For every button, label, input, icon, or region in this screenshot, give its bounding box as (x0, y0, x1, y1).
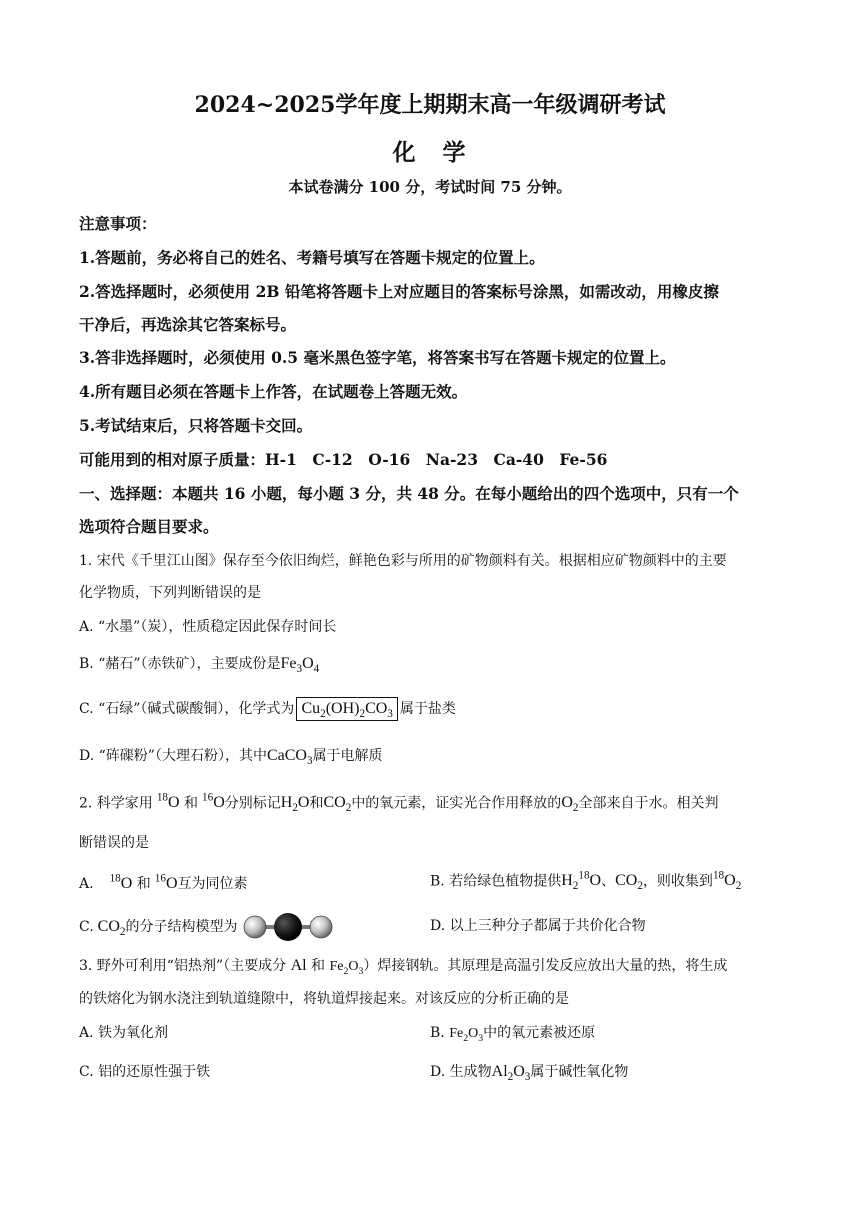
formula-fe3o4: $Fe_3O_4$ (280, 655, 320, 676)
q1-option-a: A. “水墨”（炭），性质稳定因此保存时间长 (79, 619, 337, 635)
q1-option-c: C. “石绿”（碱式碳酸铜），化学式为 $Cu_2(OH)_2CO_3$ 属于盐类 (79, 697, 456, 721)
note-3: 3.答非选择题时，必须使用 0.5 毫米黑色签字笔，将答案书写在答题卡规定的位置上。 (79, 348, 676, 367)
section1-line2: 选项符合题目要求。 (79, 517, 219, 536)
q2-option-b: B. 若给绿色植物提供$H_2^{18}O$、$CO_2$，则收集到$^{18}O_2$ (430, 870, 742, 893)
q3-option-d: D. 生成物$Al_2O_3$属于碱性氧化物 (430, 1063, 629, 1084)
q1-option-d: D. “砗磲粉”（大理石粉），其中CaCO$_3$属于电解质 (79, 747, 383, 768)
note-1: 1.答题前，务必将自己的姓名、考籍号填写在答题卡规定的位置上。 (79, 248, 545, 267)
q3-option-a: A. 铁为氧化剂 (79, 1025, 169, 1041)
co2-ball-model-icon (242, 912, 334, 942)
q1-stem-2: 化学物质，下列判断错误的是 (79, 585, 261, 601)
q3-stem-2: 的铁熔化为钢水浇注到轨道缝隙中，将轨道焊接起来。对该反应的分析正确的是 (79, 991, 569, 1007)
exam-info: 本试卷满分 100 分，考试时间 75 分钟。 (288, 178, 572, 196)
exam-title: 2024~2025学年度上期期末高一年级调研考试 (194, 92, 666, 118)
q1-stem-1: 1. 宋代《千里江山图》保存至今依旧绚烂，鲜艳色彩与所用的矿物颜料有关。根据相应矿物颜料中的主要 (79, 553, 727, 569)
atomic-masses: 可能用到的相对原子质量：H-1 C-12 O-16 Na-23 Ca-40 Fe-56 (79, 450, 608, 469)
note-2a: 2.答选择题时，必须使用 2B 铅笔将答题卡上对应题目的答案标号涂黑，如需改动，用橡皮擦 (79, 282, 719, 301)
section1-line1: 一、选择题：本题共 16 小题，每小题 3 分，共 48 分。在每小题给出的四个选项中，只有一个 (79, 484, 739, 503)
q2-option-c: C. $CO_2$的分子结构模型为 (79, 912, 334, 942)
q2-option-d: D. 以上三种分子都属于共价化合物 (430, 918, 646, 934)
q3-option-b: B. $Fe_2O_3$中的氧元素被还原 (430, 1025, 596, 1044)
q2-stem-2: 断错误的是 (79, 835, 149, 851)
q3-option-c: C. 铝的还原性强于铁 (79, 1064, 211, 1080)
q1-option-b: B. “赭石”（赤铁矿），主要成份是$Fe_3O_4$ (79, 655, 320, 676)
formula-caco3: CaCO$_3$ (266, 747, 313, 768)
q2-stem-1: 2. 科学家用 $^{18}$O 和 $^{16}$O分别标记$H_2O$和$CO_2$中的氧元素，证实光合作用释放的$O_2$全部来自于水。相关判 (79, 792, 719, 815)
q3-stem-1: 3. 野外可利用“铝热剂”（主要成分 Al 和 $Fe_2O_3$）焊接钢轨。其原理是高温引发反应放出大量的热，将生成 (79, 957, 728, 977)
note-4: 4.所有题目必须在答题卡上作答，在试题卷上答题无效。 (79, 382, 468, 401)
q2-option-a: A. $^{18}$O 和 $^{16}$O互为同位素 (79, 872, 248, 892)
formula-basic-copper-carbonate: $Cu_2(OH)_2CO_3$ (296, 697, 397, 721)
notes-heading: 注意事项： (79, 214, 157, 233)
subject-title: 化 学 (392, 139, 468, 166)
note-5: 5.考试结束后，只将答题卡交回。 (79, 416, 313, 435)
note-2b: 干净后，再选涂其它答案标号。 (79, 315, 297, 334)
